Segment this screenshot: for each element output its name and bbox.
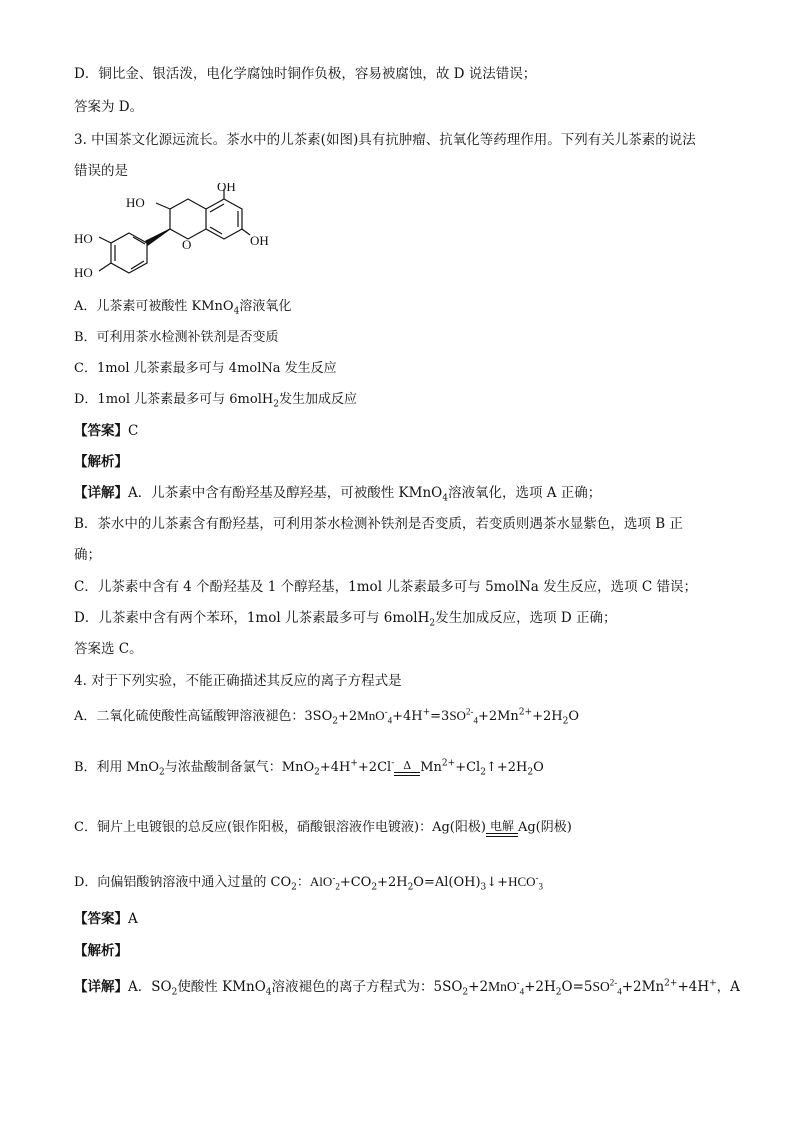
q3-stem-line1: 3. 中国茶文化源远流长。茶水中的儿茶素(如图)具有抗肿瘤、抗氧化等药理作用。下列有关儿茶素的说法 bbox=[74, 132, 696, 148]
label-oh-right: OH bbox=[250, 233, 269, 248]
q3-option-b: B．可利用茶水检测补铁剂是否变质 bbox=[74, 330, 279, 345]
catechin-structure-diagram bbox=[74, 183, 274, 295]
q3-conclusion: 答案选 C。 bbox=[74, 641, 143, 657]
q3-detail-b-line1: B．茶水中的儿茶素含有酚羟基，可利用茶水检测补铁剂是否变质，若变质则遇茶水显紫色，选项 B 正 bbox=[74, 516, 683, 532]
q3-answer: 【答案】C bbox=[74, 423, 139, 439]
q3-detail-c: C．儿茶素中含有 4 个酚羟基及 1 个醇羟基，1mol 儿茶素最多可与 5molNa 发生反应，选项 C 错误； bbox=[74, 579, 697, 595]
q3-detail-b-line2: 确； bbox=[74, 547, 101, 563]
electrolysis-condition: 电解 bbox=[486, 819, 518, 837]
q4-option-c: C．铜片上电镀银的总反应(银作阳极，硝酸银溶液作电镀液)：Ag(阳极) 电解 Ag(阴极) bbox=[74, 818, 572, 835]
q3-stem-line2: 错误的是 bbox=[74, 163, 128, 179]
q4-option-a: A．二氧化硫使酸性高锰酸钾溶液褪色：$3SO_2+2MnO^-_4+4H^+=3SO^{2-}_4+2Mn^{2+}+2H_2O$ bbox=[74, 706, 580, 727]
q3-option-c: C．1mol 儿茶素最多可与 4molNa 发生反应 bbox=[74, 361, 337, 376]
q4-stem: 4. 对于下列实验，不能正确描述其反应的离子方程式是 bbox=[74, 673, 402, 689]
q4-option-b: B．利用 MnO$_2$与浓盐酸制备氯气：MnO$_2$+4H++2Cl- Δ $Mn^{2+}+Cl_2↑+2H_2O$ bbox=[74, 758, 544, 778]
q4-option-d: D．向偏铝酸钠溶液中通入过量的 $CO_2$：$AlO^-_2+CO_2+2H_2O=Al(OH)_3↓+HCO^-_3$ bbox=[74, 872, 544, 893]
label-ho-b2: HO bbox=[74, 265, 93, 280]
q3-detail-d: D．儿茶素中含有两个苯环，1mol 儿茶素最多可与 6molH$_2$发生加成反应，选项 D 正确； bbox=[74, 610, 617, 629]
label-oh-top: OH bbox=[217, 183, 236, 194]
label-ring-o: O bbox=[182, 237, 192, 252]
q3-option-d: D．1mol 儿茶素最多可与 6molH$_2$发生加成反应 bbox=[74, 392, 357, 410]
q3-analysis-heading: 【解析】 bbox=[74, 454, 128, 470]
prev-option-d-text: D．铜比金、银活泼，电化学腐蚀时铜作负极，容易被腐蚀，故 D 说法错误； bbox=[74, 66, 537, 82]
q3-detail-a: 【详解】A．儿茶素中含有酚羟基及醇羟基，可被酸性 KMnO$_4$溶液氧化，选项 A 正确； bbox=[74, 485, 602, 504]
label-ho-ring-c: HO bbox=[126, 195, 145, 210]
q3-option-a: A．儿茶素可被酸性 KMnO$_4$溶液氧化 bbox=[74, 299, 292, 317]
q4-analysis-heading: 【解析】 bbox=[74, 943, 128, 959]
prev-answer: 答案为 D。 bbox=[74, 99, 144, 115]
heat-condition: Δ bbox=[394, 760, 420, 776]
q4-detail-a: 【详解】A．$SO_2$使酸性 KMnO$_4$溶液褪色的离子方程式为：$5SO_2+2MnO^-_4+2H_2O=5SO^{2-}_4+2Mn^{2+}+4H^+$，A bbox=[74, 977, 740, 998]
label-ho-b1: HO bbox=[74, 231, 93, 246]
q4-answer: 【答案】A bbox=[74, 911, 138, 927]
